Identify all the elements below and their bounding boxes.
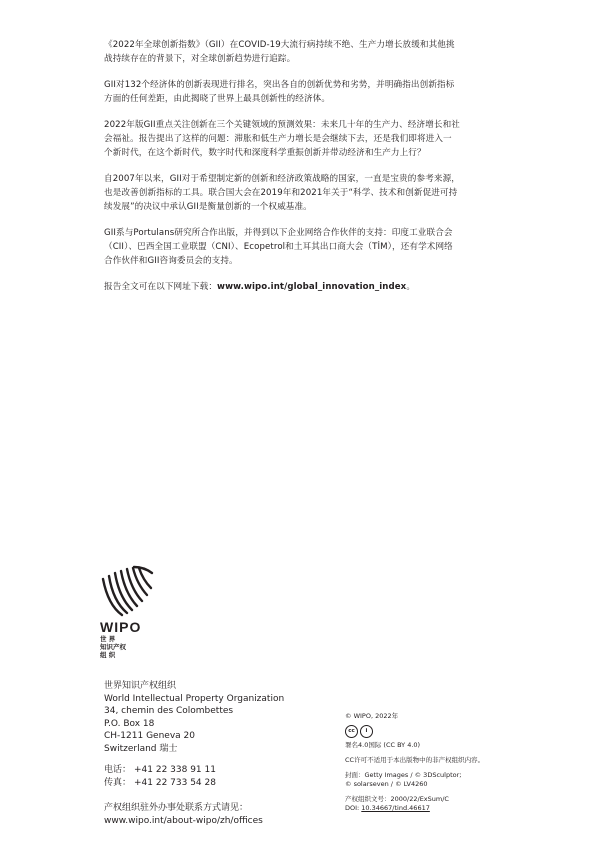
phone-row — [104, 764, 216, 777]
street: 34, chemin des Colombettes — [104, 706, 234, 716]
copyright: © WIPO, 2022年 — [345, 712, 399, 720]
phone-number: +41 22 338 91 11 — [134, 765, 216, 775]
doi-prefix: DOI: — [345, 804, 362, 812]
download-link[interactable]: www.wipo.int/global_innovation_index — [217, 282, 407, 292]
fax-number: +41 22 733 54 28 — [134, 777, 216, 788]
po-box: P.O. Box 18 — [104, 718, 155, 729]
cc-badge — [345, 725, 525, 738]
download-suffix: 。 — [406, 282, 416, 292]
org-name-cn: 世界知识产权组织 — [104, 681, 177, 691]
country: Switzerland 瑞士 — [104, 743, 178, 754]
license: 署名4.0国际 (CC BY 4.0) — [345, 741, 421, 749]
paragraph-3: 2022年版GII重点关注创新在三个关键领域的预测效果：未来几十年的生产力、经济增长和社会福祉。报告提出了这样的问题：滞胀和低生产力增长是会继续下去，还是我们即将进入一个新时代，在这个新时代，数字时代和深度科学重振创新并带动经济和生产力上行？ — [104, 120, 460, 158]
download-line — [104, 280, 460, 294]
paragraph-1: 《2022年全球创新指数》（GII）在COVID-19大流行病持续不绝、生产力增长放缓和其他挑战持续存在的背景下，对全球创新趋势进行追踪。 — [104, 40, 455, 64]
doc-number: 产权组织文号：2000/22/ExSum/C — [345, 795, 449, 803]
address-block — [104, 680, 284, 755]
office-link[interactable]: www.wipo.int/about-wipo/zh/offices — [104, 815, 263, 826]
cover-credit-2: © solarseven / © LV4260 — [345, 780, 428, 788]
paragraph-4: 自2007年以来，GII对于希望制定新的创新和经济政策战略的国家，一直是宝贵的参考来源，也是改善创新指标的工具。联合国大会在2019年和2021年关于“科学、技术和创新促进可持续发展”的决议中承认GII是衡量创新的一个权威基准。 — [104, 174, 460, 212]
by-icon: i — [360, 725, 373, 738]
contact-block — [104, 764, 216, 789]
wipo-cn-line3: 组 织 — [100, 651, 116, 659]
paragraph-5: GII系与Portulans研究所合作出版，并得到以下企业网络合作伙伴的支持：印度工业联合会（CII）、巴西全国工业联盟（CNI）、Ecopetrol和土耳其出口商大会（TİM），还有学术网络合作伙伴和GII咨询委员会的支持。 — [104, 228, 453, 266]
wipo-globe-icon — [100, 565, 154, 617]
cover-credit-1: 封面：Getty Images / © 3DSculptor; — [345, 771, 462, 779]
phone-label: 电话： — [104, 765, 132, 775]
doi-link[interactable]: 10.34667/tind.46617 — [361, 804, 430, 812]
wipo-wordmark: WIPO — [100, 619, 142, 635]
intro-text — [104, 38, 460, 306]
fax-row — [104, 777, 216, 790]
wipo-logo — [100, 565, 170, 659]
wipo-cn-line2: 知识产权 — [100, 643, 126, 651]
org-name-en: World Intellectual Property Organization — [104, 693, 285, 704]
license-note: CC许可不适用于本出版物中的非产权组织内容。 — [345, 756, 485, 764]
fax-label: 传真： — [104, 777, 132, 788]
paragraph-2: GII对132个经济体的创新表现进行排名，突出各自的创新优势和劣势，并明确指出创新指标方面的任何差距，由此揭晓了世界上最具创新性的经济体。 — [104, 80, 455, 104]
cc-icon: cc — [345, 725, 358, 738]
wipo-cn-line1: 世 界 — [100, 635, 116, 643]
office-text: 产权组织驻外办事处联系方式请见： — [104, 803, 249, 813]
download-prefix: 报告全文可在以下网址下载： — [104, 282, 218, 292]
doi-line — [345, 804, 525, 813]
city: CH-1211 Geneva 20 — [104, 731, 195, 741]
office-block — [104, 802, 263, 827]
rights-block — [345, 712, 525, 813]
